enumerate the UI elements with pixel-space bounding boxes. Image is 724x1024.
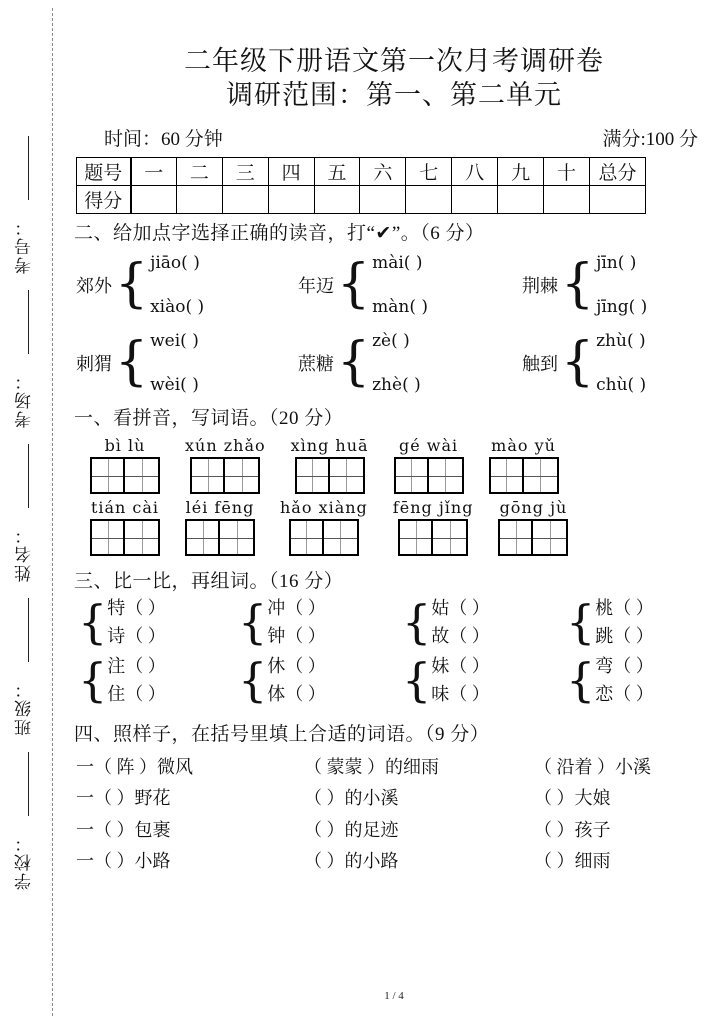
compare-row-1 (78, 595, 724, 651)
brace-glyph: { (402, 653, 432, 708)
compare-pair (107, 595, 166, 651)
pinyin-option-list (372, 331, 421, 395)
brace-glyph: { (566, 595, 596, 650)
pinyin-choice-word: 郊外 (76, 276, 112, 297)
tianzige-grid[interactable] (185, 519, 255, 556)
tianzige-grid[interactable] (489, 457, 559, 494)
pinyin-choice-item-zhetang (298, 331, 522, 395)
tianzige-cell[interactable] (291, 521, 324, 554)
score-col-1: 一 (131, 158, 177, 186)
score-cell-5[interactable] (314, 186, 360, 214)
pinyin-hint: tián cài (90, 498, 160, 518)
margin-label-xuexiao: 学校： (14, 832, 34, 890)
pinyin-hint: gé wài (398, 436, 459, 456)
score-cell-7[interactable] (406, 186, 452, 214)
seal-rule (28, 598, 29, 662)
tianzige-cell[interactable] (429, 459, 462, 492)
section-heading-write-words: 一、看拼音，写词语。（20 分） (74, 408, 344, 430)
pinyin-option[interactable]: zhè ( ) (372, 375, 421, 395)
tianzige-cell[interactable] (220, 521, 253, 554)
section-heading-pinyin-choice: 二、给加点字选择正确的读音，打“✔”。（6 分） (74, 223, 485, 245)
compare-group-gu-gu (402, 595, 566, 651)
score-cell-10[interactable] (544, 186, 590, 214)
tianzige-cell[interactable] (125, 459, 158, 492)
seal-rule (28, 290, 29, 354)
fill-block (76, 752, 724, 878)
pinyin-option[interactable]: màn ( ) (372, 297, 428, 317)
tianzige-cell[interactable] (433, 521, 466, 554)
tianzige-grid[interactable] (289, 519, 359, 556)
score-col-8: 八 (452, 158, 498, 186)
tianzige-grid[interactable] (394, 457, 464, 494)
fill-entry[interactable]: （ ）的足迹 (304, 819, 399, 840)
pinyin-choice-item-chudao (522, 331, 646, 395)
tianzige-group-gewai (394, 436, 464, 494)
compare-entry[interactable]: 姑（ ） (431, 598, 490, 619)
fill-row-4 (76, 846, 724, 878)
fill-entry[interactable]: （ ）的小路 (304, 851, 399, 872)
pinyin-choice-row-1 (76, 253, 724, 317)
compare-pair (595, 595, 654, 651)
pinyin-choice-word: 触到 (522, 354, 558, 375)
tianzige-cell[interactable] (187, 521, 220, 554)
tianzige-cell[interactable] (500, 521, 533, 554)
compare-entry[interactable]: 钟（ ） (267, 625, 326, 646)
tianzige-group-bilu (90, 436, 160, 494)
pinyin-option[interactable]: wei ( ) (150, 331, 199, 351)
fill-entry[interactable]: （ 沿着 ）小溪 (534, 756, 651, 777)
fill-entry[interactable]: 一（ ）小路 (76, 851, 171, 872)
pinyin-choice-item-nianmai (298, 253, 522, 317)
tianzige-cell[interactable] (396, 459, 429, 492)
tianzige-cell[interactable] (524, 459, 557, 492)
pinyin-option[interactable]: zè ( ) (372, 331, 421, 351)
table-row-question-numbers (77, 158, 646, 186)
pinyin-choice-word: 刺猬 (76, 354, 112, 375)
pinyin-option[interactable]: zhù ( ) (596, 331, 646, 351)
fill-row-1 (76, 752, 724, 784)
tianzige-row-2 (90, 498, 724, 556)
pinyin-hint: xìng huā (290, 436, 369, 456)
pinyin-option[interactable]: jīng ( ) (596, 297, 647, 317)
tianzige-row-1 (90, 436, 724, 494)
tianzige-group-xunzhao (185, 436, 266, 494)
compare-pair (431, 595, 490, 651)
score-col-10: 十 (544, 158, 590, 186)
seal-rule (28, 444, 29, 508)
pinyin-choice-row-2 (76, 331, 724, 395)
tianzige-group-fengjing (393, 498, 474, 556)
score-col-4: 四 (268, 158, 314, 186)
compare-entry[interactable]: 妹（ ） (431, 655, 490, 676)
pinyin-option[interactable]: wèi ( ) (150, 375, 199, 395)
tianzige-group-xinghua (291, 436, 369, 494)
pinyin-option[interactable]: jiāo ( ) (150, 253, 204, 273)
compare-entry[interactable]: 恋（ ） (595, 683, 654, 704)
pinyin-option-list (372, 253, 428, 317)
score-cell-2[interactable] (176, 186, 222, 214)
compare-entry[interactable]: 住（ ） (107, 683, 166, 704)
score-cell-total[interactable] (590, 186, 646, 214)
fill-entry[interactable]: 一（ ）野花 (76, 788, 171, 809)
tianzige-cell[interactable] (92, 459, 125, 492)
seal-dashed-line (52, 8, 53, 1016)
compare-pair (431, 653, 490, 709)
pinyin-option-list (150, 253, 204, 317)
compare-entry[interactable]: 体（ ） (267, 683, 326, 704)
brace-glyph: { (402, 595, 432, 650)
pinyin-option-list (596, 331, 646, 395)
score-col-total: 总分 (590, 158, 646, 186)
brace-glyph: { (78, 595, 108, 650)
seal-rule (28, 752, 29, 816)
score-col-6: 六 (360, 158, 406, 186)
score-cell-6[interactable] (360, 186, 406, 214)
tianzige-cell[interactable] (297, 459, 330, 492)
compare-group-tao-tiao (566, 595, 654, 651)
page-subtitle: 调研范围：第一、第二单元 (226, 80, 562, 111)
tianzige-cell[interactable] (330, 459, 363, 492)
tianzige-cell[interactable] (400, 521, 433, 554)
pinyin-option-list (596, 253, 647, 317)
compare-row-2 (78, 653, 724, 709)
margin-field-kaohao (0, 200, 48, 290)
pinyin-option[interactable]: chù ( ) (596, 375, 646, 395)
tianzige-cell[interactable] (533, 521, 566, 554)
margin-label-kaohao: 考号： (14, 216, 34, 274)
fill-entry[interactable]: （ ）孩子 (534, 819, 611, 840)
margin-label-banji: 班级： (14, 678, 34, 736)
brace-glyph: { (238, 653, 268, 708)
pinyin-option[interactable]: mài ( ) (372, 253, 428, 273)
tianzige-group-haoxiang (280, 498, 368, 556)
compare-group-zhu-zhu (78, 653, 238, 709)
score-cell-3[interactable] (222, 186, 268, 214)
pinyin-hint: gōng jù (499, 498, 568, 518)
fill-entry[interactable]: 一（ ）包裹 (76, 819, 171, 840)
score-table-row-header-score: 得分 (77, 186, 131, 214)
tianzige-grid[interactable] (295, 457, 365, 494)
compare-pair (107, 653, 166, 709)
compare-entry[interactable]: 桃（ ） (595, 598, 654, 619)
compare-pair (267, 595, 326, 651)
pinyin-group-row (90, 436, 724, 494)
pinyin-hint: fēng jǐng (392, 498, 474, 518)
tianzige-cell[interactable] (491, 459, 524, 492)
pinyin-option[interactable]: xiào ( ) (150, 297, 204, 317)
tianzige-cell[interactable] (192, 459, 225, 492)
pinyin-hint: léi fēng (185, 498, 255, 518)
margin-label-kaochang: 考场： (14, 370, 34, 428)
tianzige-group-tiancai (90, 498, 160, 556)
brace-glyph: { (561, 332, 595, 393)
pinyin-choice-word: 年迈 (298, 276, 334, 297)
page-number: 1 / 4 (384, 990, 404, 1002)
compare-group-chong-zhong (238, 595, 402, 651)
fill-entry[interactable]: （ ）细雨 (534, 851, 611, 872)
fill-row-3 (76, 815, 724, 847)
tianzige-group-maoyu (489, 436, 559, 494)
tianzige-group-leifeng (185, 498, 255, 556)
score-col-2: 二 (176, 158, 222, 186)
score-cell-8[interactable] (452, 186, 498, 214)
tianzige-group-gongju (498, 498, 568, 556)
compare-entry[interactable]: 弯（ ） (595, 655, 654, 676)
pinyin-hint: mào yǔ (491, 436, 556, 456)
brace-glyph: { (115, 254, 149, 315)
brace-glyph: { (115, 332, 149, 393)
brace-glyph: { (337, 332, 371, 393)
compare-group-xiu-ti (238, 653, 402, 709)
section-heading-compare: 三、比一比，再组词。（16 分） (74, 571, 344, 593)
pinyin-hint: xún zhǎo (185, 436, 266, 456)
compare-entry[interactable]: 休（ ） (267, 655, 326, 676)
pinyin-group-row (90, 498, 724, 556)
exam-meta-row (104, 124, 698, 151)
compare-entry[interactable]: 特（ ） (107, 598, 166, 619)
compare-group-wan-lian (566, 653, 654, 709)
compare-entry[interactable]: 冲（ ） (267, 598, 326, 619)
pinyin-choice-word: 荆棘 (522, 276, 558, 297)
tianzige-cell[interactable] (225, 459, 258, 492)
score-cell-9[interactable] (498, 186, 544, 214)
exam-seal-margin (0, 0, 64, 1024)
exam-page (64, 0, 724, 1024)
tianzige-cell[interactable] (125, 521, 158, 554)
score-col-5: 五 (314, 158, 360, 186)
pinyin-choice-item-ciwei (76, 331, 298, 395)
margin-field-kaochang (0, 354, 48, 444)
margin-label-xingming: 姓名： (14, 524, 34, 582)
exam-total-score-label: 满分:100 分 (602, 129, 698, 151)
tianzige-cell[interactable] (324, 521, 357, 554)
pinyin-option-list (150, 331, 199, 395)
table-row-scores (77, 186, 646, 214)
tianzige-grid[interactable] (398, 519, 468, 556)
brace-glyph: { (238, 595, 268, 650)
compare-pair (267, 653, 326, 709)
page-title-block (64, 0, 724, 112)
brace-glyph: { (561, 254, 595, 315)
pinyin-choice-item-jingji (522, 253, 647, 317)
score-table-row-header-question: 题号 (77, 158, 131, 186)
compare-entry[interactable]: 跳（ ） (595, 625, 654, 646)
tianzige-grid[interactable] (90, 457, 160, 494)
compare-block (78, 595, 724, 709)
score-col-9: 九 (498, 158, 544, 186)
seal-rule (28, 136, 29, 200)
page-title: 二年级下册语文第一次月考调研卷 (184, 46, 604, 76)
compare-group-mei-wei (402, 653, 566, 709)
score-table (76, 157, 646, 214)
score-cell-4[interactable] (268, 186, 314, 214)
brace-glyph: { (337, 254, 371, 315)
tianzige-cell[interactable] (92, 521, 125, 554)
compare-entry[interactable]: 诗（ ） (107, 625, 166, 646)
brace-glyph: { (566, 653, 596, 708)
exam-duration-label: 时间：60 分钟 (104, 129, 223, 151)
score-col-7: 七 (406, 158, 452, 186)
pinyin-hint: bì lù (104, 436, 146, 456)
brace-glyph: { (78, 653, 108, 708)
compare-entry[interactable]: 故（ ） (431, 625, 490, 646)
compare-group-te-shi (78, 595, 238, 651)
compare-pair (595, 653, 654, 709)
pinyin-hint: hǎo xiàng (280, 498, 368, 518)
margin-field-banji (0, 662, 48, 752)
score-cell-1[interactable] (131, 186, 177, 214)
pinyin-choice-item-jiaowai (76, 253, 298, 317)
score-col-3: 三 (222, 158, 268, 186)
tianzige-grid[interactable] (190, 457, 260, 494)
fill-entry[interactable]: （ 蒙蒙 ）的细雨 (304, 756, 439, 777)
tianzige-grid[interactable] (498, 519, 568, 556)
margin-field-xingming (0, 508, 48, 598)
pinyin-option[interactable]: jīn ( ) (596, 253, 647, 273)
compare-entry[interactable]: 注（ ） (107, 655, 166, 676)
margin-field-xuexiao (0, 816, 48, 906)
fill-entry[interactable]: （ ）的小溪 (304, 788, 399, 809)
fill-row-2 (76, 783, 724, 815)
fill-entry[interactable]: 一（ 阵 ）微风 (76, 756, 193, 777)
compare-entry[interactable]: 味（ ） (431, 683, 490, 704)
fill-entry[interactable]: （ ）大娘 (534, 788, 611, 809)
tianzige-grid[interactable] (90, 519, 160, 556)
section-heading-fill-brackets: 四、照样子，在括号里填上合适的词语。（9 分） (74, 723, 490, 745)
pinyin-choice-word: 蔗糖 (298, 354, 334, 375)
